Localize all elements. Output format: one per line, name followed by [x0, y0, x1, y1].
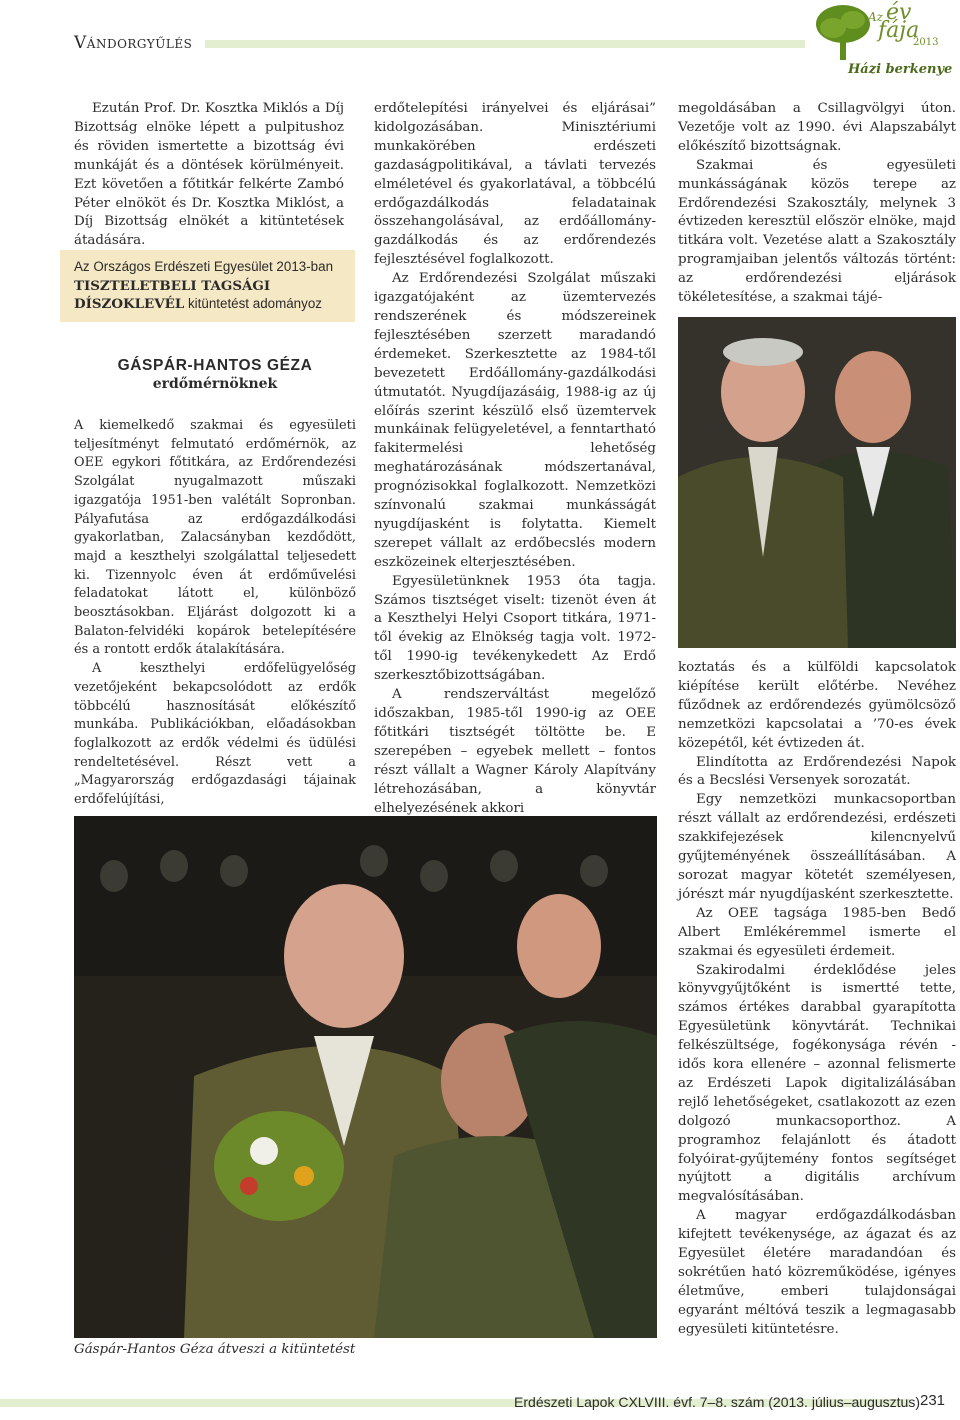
portrait-photo: [678, 317, 956, 648]
paragraph: Az Erdőrendezési Szolgálat műszaki igazgatójaként az üzemtervezés rendszerének és módszereinek fejlesztésében szerzett maradandó érdemeket. Szerkesztette az 1984-től bevezetett Erdőállomány-gazdálkodási útmutatót. Nyugdíjazásáig, 1988-ig az új előírás szerint készülő első üzemtervek munkáinak felügyeletével, a fenntartható fakitermelési lehetőség meghatározásának módszertanával, prognózisokkal foglalkozott. Nemzetközi színvonalú szakmai munkásságát nyugdíjasként is folytatta. Kiemelt szerepet vállalt az erdőbecslés modern eszközeinek elterjesztésében.: [374, 271, 656, 570]
paragraph: Ezután Prof. Dr. Kosztka Miklós a Díj Bizottság elnöke lépett a pulpitushoz és röviden ismertette a bizottság évi munkáját és a döntések körülményeit. Ezt követően a főtitkár felkérte Zambó Péter elnököt és Dr. Kosztka Miklóst, a Díj Bizottság elnökét a kitüntetések átadására.: [74, 101, 344, 249]
paragraph: Egy nemzetközi munkacsoportban részt vállalt az erdőrendezési, erdészeti szakkifejezések kilencnyelvű gyűjteményének összeállításában. A sorozat magyar kötetét személyesen, jórészt már nyugdíjasként szerkesztette.: [678, 792, 956, 902]
logo-faja: fája: [878, 18, 920, 43]
paragraph: Elindította az Erdőrendezési Napok és a Becslési Versenyek sorozatát.: [678, 754, 956, 789]
recipient-name: GÁSPÁR-HANTOS GÉZA: [117, 357, 313, 374]
photo-caption: Gáspár-Hantos Géza átveszi a kitüntetést: [74, 1342, 356, 1357]
logo-az: Az: [868, 10, 883, 24]
column-1-body: [74, 417, 356, 810]
section-title: Vándorgyűlés: [74, 33, 193, 53]
paragraph: A keszthelyi erdőfelügyelőség vezetőjeként bekapcsolódott az erdők többcélú hasznosítását előkészítő munkába. Publikációkban, előadásokban foglalkozott az erdők védelmi és üdülési rendeltetésével. Részt vett a „Magyarország erdőgazdasági tájainak erdőfelújítási,: [74, 661, 356, 808]
ceremony-photo: [74, 816, 657, 1338]
logo-year: 2013: [913, 37, 939, 48]
paragraph: koztatás és a külföldi kapcsolatok kiépítése került előtérbe. Nevéhez fűződnek az erdőrendezés gyümölcsöző nemzetközi kapcsolatai a ’70-es évek közepétől, két évtizeden át.: [678, 660, 956, 751]
paragraph: A rendszerváltást megelőző időszakban, 1985-től 1990-ig az OEE főtitkári tisztségét töltötte be. E szerepében – egyebek mellett – fontos részt vállalt a Wagner Károly Alapítvány létrehozásában, a könyvtár elhelyezésének akkori: [374, 687, 656, 816]
logo-ev: év: [886, 0, 912, 25]
logo-tagline: Házi berkenye: [848, 62, 953, 77]
intro-paragraph: [74, 100, 344, 251]
paragraph: megoldásában a Csillagvölgyi úton. Vezetője volt az 1990. évi Alapszabályt előkészítő bizottságnak.: [678, 101, 956, 154]
award-text: Az Országos Erdészeti Egyesület 2013-ban TISZTELETBELI TAGSÁGI DÍSZOKLEVÉL kitüntetést adományoz: [74, 259, 334, 312]
journal-citation: Erdészeti Lapok CXLVIII. évf. 7–8. szám (2013. július–augusztus): [514, 1394, 920, 1410]
paragraph: A kiemelkedő szakmai és egyesületi teljesítményt felmutató erdőmérnök, az OEE egykori főtitkára, az Erdőrendezési Szolgálat nyugalmazott műszaki igazgatója 1951-ben valétált Sopronban. Pályafutása az erdőgazdálkodási gyakorlatban, Zalacsányban kezdődött, majd a keszthelyi szolgálattal teljesedett ki. Tizennyolc éven át erdőművelési feladatokat látott el, különböző beosztásokban. Eljárást dolgozott ki a Balaton-felvidéki kopárok betelepítésére és a rontott erdők átalakítására.: [74, 418, 356, 658]
recipient-title: erdőmérnöknek: [152, 376, 278, 392]
tree-icon: [813, 2, 873, 64]
column-3-bottom: [678, 659, 956, 1340]
column-2: [374, 100, 656, 818]
page-number: 231: [920, 1392, 946, 1409]
header-rule: [205, 40, 805, 48]
paragraph: Egyesületünknek 1953 óta tagja. Számos tisztséget viselt: tizenöt éven át a Keszthelyi Helyi Csoport titkára, 1971-től évekig az Elnökség tagja volt. 1972-től 1990-ig tevékenykedett Az Erdő szerkesztőbizottságában.: [374, 573, 656, 684]
paragraph: Szakirodalmi érdeklődése jeles könyvgyűjtőként is ismertté tette, számos értékes darabbal gyarapította Egyesületünk könyvtárát. Technikai felkészültsége, fogékonysága révén - idős kora ellenére – azonnal felismerte az Erdészeti Lapok digitalizálásában rejlő lehetőségeket, csatlakozott az ezen dolgozó munkacsoporthoz. A programhoz felajánlott és átadott folyóirat-gyűjtemény fontos segítséget nyújtott a digitális archívum megvalósításában.: [678, 962, 956, 1205]
year-tree-logo: [808, 0, 953, 90]
paragraph: erdőtelepítési irányelvei és eljárásai” kidolgozásában. Minisztériumi munkakörében erdészeti gazdaságpolitikával, a távlati tervezés elméletével és gyakorlatával, a többcélú erdőgazdálkodás feladatainak összehangolásával, az erdőállomány-gazdálkodás és az erdőrendezés fejlesztésével foglalkozott.: [374, 101, 656, 268]
paragraph: Az OEE tagsága 1985-ben Bedő Albert Emlékéremmel ismerte el szakmai és egyesületi érdemeit.: [678, 905, 956, 959]
paragraph: A magyar erdőgazdálkodásban kifejtett tevékenysége, az ágazat és az Egyesület életére maradandóan és sokrétűen ható közreműködése, igényes életműve, emberi tulajdonságai egyaránt méltóvá teszik a legmagasabb egyesületi kitüntetésre.: [678, 1208, 956, 1337]
column-3-top: [678, 100, 956, 308]
award-name: TISZTELETBELI TAGSÁGI DÍSZOKLEVÉL: [74, 277, 271, 312]
paragraph: Szakmai és egyesületi munkásságának közös terepe az Erdőrendezési Szakosztály, melynek 3 évtizeden keresztül először elnöke, majd titkára volt. Vezetése alatt a Szakosztály programjaiban jelentős változás történt: az erdőrendezési eljárások tökéletesítése, a szakmai tájé-: [678, 157, 956, 306]
